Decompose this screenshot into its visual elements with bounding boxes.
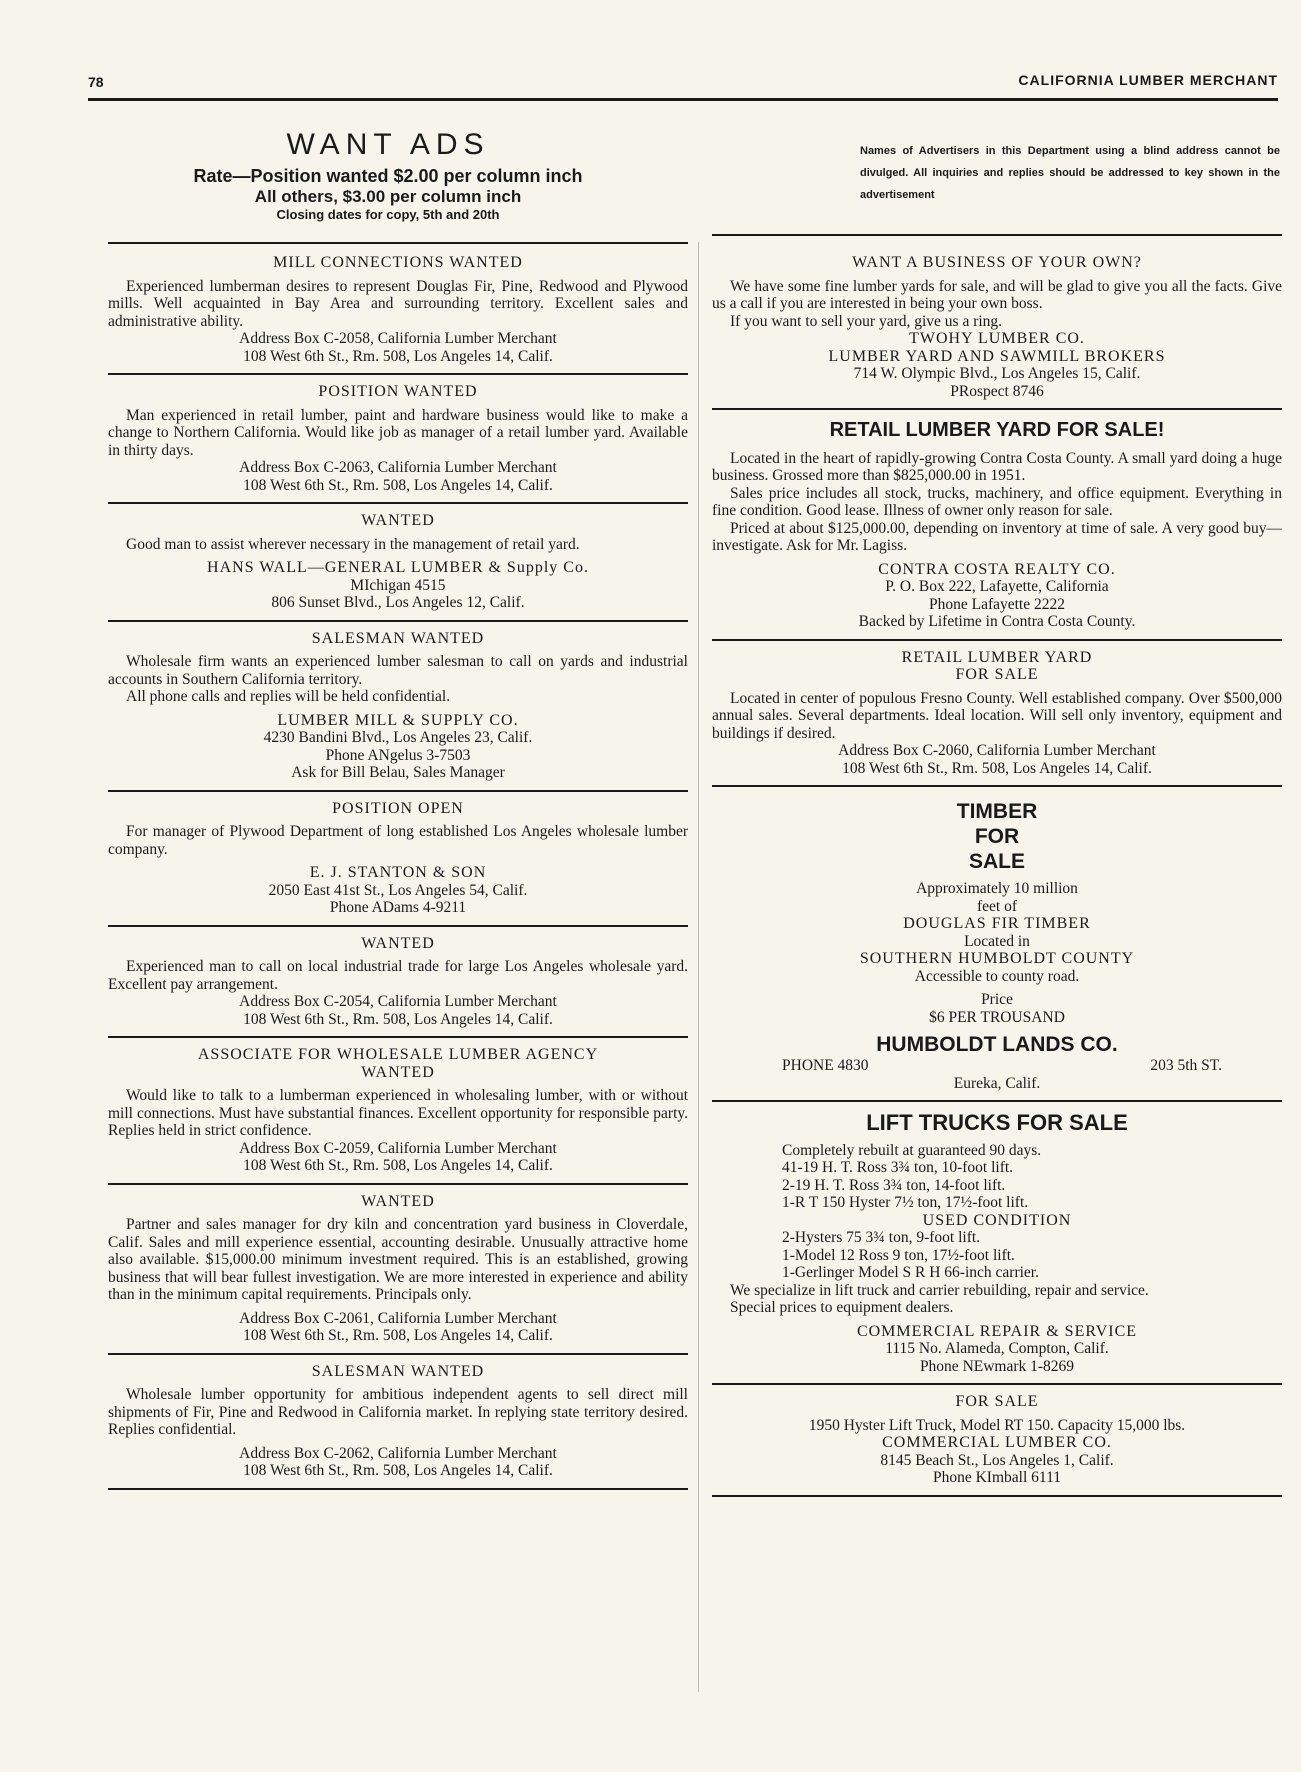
ad-firm: COMMERCIAL LUMBER CO. — [882, 1434, 1112, 1451]
ad-salesman-wanted — [108, 622, 688, 792]
ad-heading: SALESMAN WANTED — [311, 629, 485, 647]
ad-address-line: Address Box C-2058, California Lumber Merchant — [239, 330, 557, 347]
ad-heading: RETAIL LUMBER YARD FOR SALE! — [829, 419, 1165, 441]
ad-position-wanted — [108, 375, 688, 504]
ad-line: Located in — [964, 932, 1030, 950]
want-ads-heading: WANT ADS — [286, 128, 490, 161]
ad-line: Accessible to county road. — [914, 967, 1080, 985]
ad-contact-row — [712, 1057, 1282, 1075]
ad-body: Located in the heart of rapidly-growing Contra Costa County. A small yard doing a huge business. Grossed more than $825,000.00 in 1951. — [712, 449, 1282, 484]
ad-tagline: Backed by Lifetime in Contra Costa County. — [858, 613, 1136, 630]
ad-wanted-hans-wall — [108, 504, 688, 622]
ad-firm: COMMERCIAL REPAIR & SERVICE — [856, 1322, 1138, 1340]
ad-for-sale-hyster — [712, 1385, 1282, 1497]
ad-heading: FOR — [974, 825, 1020, 848]
ad-line: 2-19 H. T. Ross 3¾ ton, 14-foot lift. — [782, 1176, 1006, 1194]
ad-body: Man experienced in retail lumber, paint and hardware business would like to make a change to Northern California. Would like job as manager of a retail lumber yard. Available in thirty days. — [108, 406, 688, 459]
ad-body: Experienced lumberman desires to represent Douglas Fir, Pine, Redwood and Plywood mills. Well acquainted in Bay Area and surrounding territory. Excellent sales and administrative ability. — [108, 277, 688, 330]
ad-body: If you want to sell your yard, give us a ring. — [730, 312, 1003, 330]
ad-phone: Phone ANgelus 3-7503 — [325, 746, 471, 764]
ad-firm: HANS WALL—GENERAL LUMBER & Supply Co. — [207, 559, 589, 576]
ad-body: We have some fine lumber yards for sale, and will be glad to give you all the facts. Give us a call if you are interested in being your own boss. — [712, 277, 1282, 312]
ad-address-line: Address Box C-2062, California Lumber Merchant — [239, 1444, 557, 1462]
ad-body: Sales price includes all stock, trucks, machinery, and office equipment. Everything in fine condition. Good lease. Illness of owner only reason for sale. — [712, 484, 1282, 519]
ad-partner-wanted — [108, 1185, 688, 1355]
ad-body: Would like to talk to a lumberman experienced in wholesaling lumber, with or without mill connections. Must have substantial finances. Excellent opportunity for responsible party. Replies held in strict confidence. — [108, 1087, 688, 1139]
ad-address-line: Address Box C-2059, California Lumber Merchant — [239, 1139, 557, 1157]
page-number: 78 — [88, 74, 104, 90]
ad-body: Priced at about $125,000.00, depending on inventory at time of sale. A very good buy—investigate. Ask for Mr. Lagiss. — [712, 519, 1282, 554]
rate-position: Rate—Position wanted $2.00 per column inch — [193, 166, 583, 186]
ad-address-line: 108 West 6th St., Rm. 508, Los Angeles 14, Calif. — [243, 1462, 553, 1479]
ad-address-line: Address Box C-2061, California Lumber Merchant — [239, 1309, 557, 1327]
ad-street: 203 5th ST. — [1150, 1057, 1222, 1074]
closing-dates: Closing dates for copy, 5th and 20th — [276, 207, 500, 222]
ad-want-business — [712, 246, 1282, 410]
ad-retail-yard-contra-costa — [712, 410, 1282, 641]
ad-body: Located in center of populous Fresno County. Well established company. Over $500,000 annual sales. Several departments. Ideal location. Will sell only inventory, equipment and buildings if desired. — [712, 689, 1282, 742]
ad-body: 1950 Hyster Lift Truck, Model RT 150. Capacity 15,000 lbs. — [808, 1416, 1186, 1434]
rate-others: All others, $3.00 per column inch — [254, 187, 522, 206]
publication-title: CALIFORNIA LUMBER MERCHANT — [1018, 72, 1278, 88]
ad-address-line: 108 West 6th St., Rm. 508, Los Angeles 14, Calif. — [243, 1327, 553, 1344]
ad-timber-for-sale — [712, 787, 1282, 1102]
ad-salesman-wanted-2 — [108, 1355, 688, 1490]
ad-firm: TWOHY LUMBER CO. — [909, 330, 1085, 347]
ad-line: Approximately 10 million — [916, 880, 1078, 897]
ad-heading: SALESMAN WANTED — [311, 1362, 485, 1380]
ad-associate-wanted — [108, 1038, 688, 1185]
ad-body: For manager of Plywood Department of long established Los Angeles wholesale lumber company. — [108, 823, 688, 858]
page-header — [88, 70, 1278, 101]
ad-address-line: 108 West 6th St., Rm. 508, Los Angeles 14, Calif. — [243, 1157, 553, 1174]
ad-address-line: 2050 East 41st St., Los Angeles 54, Calif. — [268, 881, 528, 899]
left-top-rule — [108, 242, 688, 244]
ad-address-line: 1115 No. Alameda, Compton, Calif. — [885, 1340, 1109, 1357]
ad-line: Price — [981, 991, 1013, 1008]
ad-firm: E. J. STANTON & SON — [309, 864, 487, 881]
ad-heading: TIMBER — [956, 800, 1038, 823]
ad-firm: CONTRA COSTA REALTY CO. — [878, 560, 1116, 578]
ad-body: We specialize in lift truck and carrier rebuilding, repair and service. — [730, 1281, 1149, 1299]
ad-firm: LUMBER MILL & SUPPLY CO. — [277, 711, 519, 729]
ad-address-line: 108 West 6th St., Rm. 508, Los Angeles 14, Calif. — [243, 347, 553, 365]
ad-line: feet of — [976, 897, 1017, 915]
ad-city: Eureka, Calif. — [953, 1074, 1041, 1092]
want-ads-title-block — [88, 128, 688, 222]
column-divider — [698, 242, 699, 1692]
ad-heading: POSITION OPEN — [332, 799, 464, 817]
ad-heading: WANTED — [361, 934, 435, 952]
ad-line: 1-Gerlinger Model S R H 66-inch carrier. — [782, 1264, 1039, 1281]
ad-phone: Phone ADams 4-9211 — [329, 899, 467, 916]
ad-body: Wholesale lumber opportunity for ambitious independent agents to sell direct mill shipments of Fir, Pine and Redwood in California market. In replying state territory desired. Replies confidential. — [108, 1386, 688, 1438]
ad-wanted-industrial — [108, 927, 688, 1039]
ad-line: DOUGLAS FIR TIMBER — [903, 915, 1091, 932]
ad-address-line: P. O. Box 222, Lafayette, California — [885, 578, 1109, 595]
ad-heading: WANTED — [361, 1192, 435, 1210]
ad-body: Good man to assist wherever necessary in the management of retail yard. — [126, 535, 580, 553]
right-column — [712, 246, 1282, 1497]
ad-line: 1-Model 12 Ross 9 ton, 17½-foot lift. — [782, 1246, 1015, 1264]
ad-heading: FOR SALE — [955, 1393, 1039, 1410]
ad-address-line: 108 West 6th St., Rm. 508, Los Angeles 14, Calif. — [243, 1010, 553, 1028]
ad-heading: SALE — [968, 850, 1025, 873]
right-top-rule — [712, 234, 1282, 236]
ad-phone: Phone KImball 6111 — [932, 1469, 1061, 1486]
ad-heading: WANTED — [361, 512, 435, 529]
ad-retail-yard-fresno — [712, 641, 1282, 788]
ad-heading: FOR SALE — [955, 666, 1039, 683]
ad-heading: ASSOCIATE FOR WHOLESALE LUMBER AGENCY — [197, 1046, 599, 1063]
blind-address-notice: Names of Advertisers in this Department using a blind address cannot be divulged. All inquiries and replies should be addressed to key shown in the advertisement — [860, 145, 1280, 201]
ad-body: Wholesale firm wants an experienced lumber salesman to call on yards and industrial accounts in Southern California territory. — [108, 653, 688, 688]
ad-heading: MILL CONNECTIONS WANTED — [273, 254, 523, 271]
ad-body: Experienced man to call on local industrial trade for large Los Angeles wholesale yard. Excellent pay arrangement. — [108, 958, 688, 993]
ad-line: 1-R T 150 Hyster 7½ ton, 17½-foot lift. — [782, 1194, 1029, 1211]
ad-heading: WANT A BUSINESS OF YOUR OWN? — [852, 254, 1142, 271]
ad-line: Completely rebuilt at guaranteed 90 days. — [782, 1141, 1042, 1159]
ad-address-line: 714 W. Olympic Blvd., Los Angeles 15, Calif. — [853, 365, 1141, 382]
ad-address-line: 108 West 6th St., Rm. 508, Los Angeles 14, Calif. — [243, 476, 553, 494]
ad-phone: MIchigan 4515 — [350, 576, 446, 594]
ad-address-line: 108 West 6th St., Rm. 508, Los Angeles 14, Calif. — [842, 759, 1152, 777]
ad-phone: Phone NEwmark 1-8269 — [919, 1357, 1075, 1375]
ad-phone: PRospect 8746 — [950, 382, 1044, 400]
ad-body: All phone calls and replies will be held confidential. — [126, 688, 451, 705]
ad-contact: Ask for Bill Belau, Sales Manager — [291, 764, 505, 781]
ad-heading: WANTED — [361, 1063, 435, 1081]
ad-heading: POSITION WANTED — [318, 383, 478, 400]
left-column — [108, 246, 688, 1490]
ad-mill-connections — [108, 246, 688, 375]
ad-heading: LIFT TRUCKS FOR SALE — [866, 1110, 1128, 1135]
ad-address-line: 8145 Beach St., Los Angeles 1, Calif. — [880, 1451, 1114, 1469]
ad-address-line: Address Box C-2054, California Lumber Merchant — [239, 993, 557, 1010]
ad-address-line: 806 Sunset Blvd., Los Angeles 12, Calif. — [271, 594, 525, 611]
ad-address-line: Address Box C-2060, California Lumber Merchant — [838, 742, 1156, 759]
ad-phone: Phone Lafayette 2222 — [928, 595, 1065, 613]
ad-line: 2-Hysters 75 3¾ ton, 9-foot lift. — [782, 1229, 981, 1246]
ad-line: 41-19 H. T. Ross 3¾ ton, 10-foot lift. — [782, 1159, 1014, 1176]
ad-address-line: 4230 Bandini Blvd., Los Angeles 23, Calif. — [263, 729, 533, 746]
ad-body: Special prices to equipment dealers. — [730, 1299, 954, 1316]
ad-body: Partner and sales manager for dry kiln and concentration yard business in Cloverdale, Calif. Sales and mill experience essential, accounting desirable. Unusually attractive home also available. $15,000.00 minimum investment required. This is an established, growing business that will bear fullest investigation. We are more interested in experience and ability than in the minimum capital requirements. Principals only. — [108, 1216, 688, 1303]
ad-position-open — [108, 792, 688, 927]
ad-heading: RETAIL LUMBER YARD — [901, 648, 1093, 666]
ad-firm-subtitle: LUMBER YARD AND SAWMILL BROKERS — [828, 347, 1166, 365]
ad-subheading: USED CONDITION — [922, 1211, 1072, 1229]
ad-firm: HUMBOLDT LANDS CO. — [876, 1033, 1118, 1056]
ad-lift-trucks — [712, 1102, 1282, 1385]
ad-line: SOUTHERN HUMBOLDT COUNTY — [859, 950, 1135, 967]
ad-address-line: Address Box C-2063, California Lumber Merchant — [239, 459, 557, 476]
ad-phone: PHONE 4830 — [782, 1057, 869, 1074]
ad-price: $6 PER TROUSAND — [929, 1008, 1065, 1026]
